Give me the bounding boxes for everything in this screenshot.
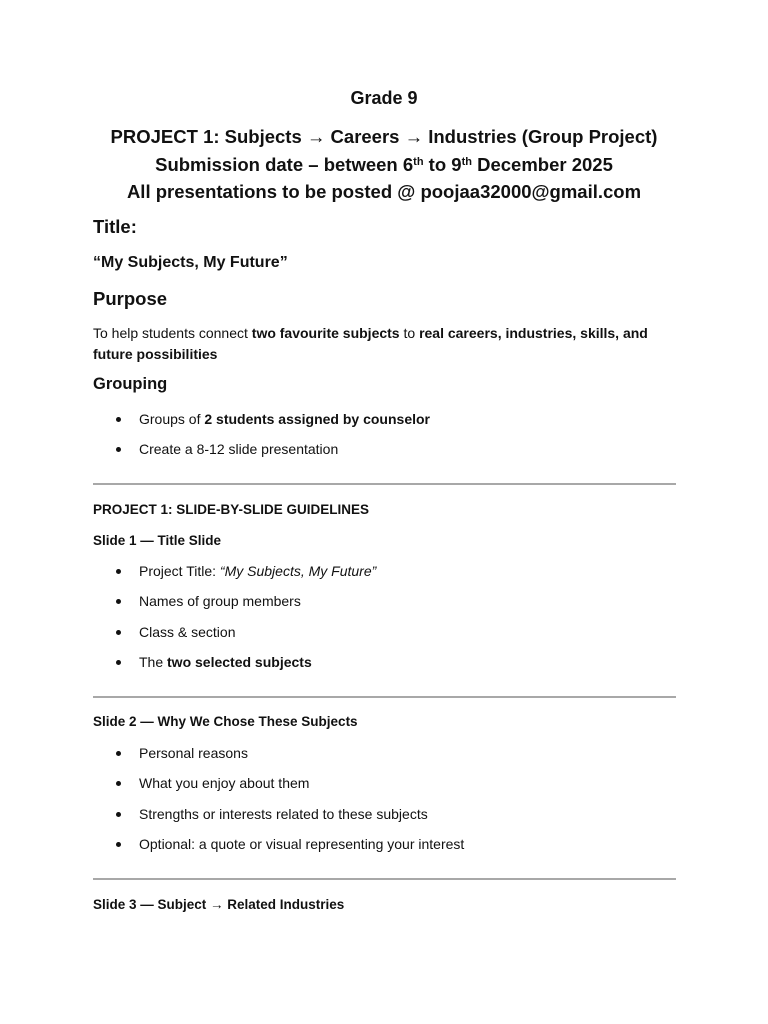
slide2-heading: Slide 2 — Why We Chose These Subjects	[93, 714, 358, 729]
bullet-icon	[116, 599, 121, 604]
bullet-icon	[116, 447, 121, 452]
slide1-heading: Slide 1 — Title Slide	[93, 533, 222, 548]
slide2-list	[93, 744, 673, 866]
purpose-text: To help students connect two favourite subjects to real careers, industries, skills, and future possibilities	[93, 325, 648, 362]
grouping-heading: Grouping	[93, 375, 168, 393]
title-label: Title:	[93, 216, 137, 237]
bullet-icon	[116, 781, 121, 786]
slide3-heading: Slide 3 — Subject → Related Industries	[93, 897, 345, 912]
list-item: The two selected subjects	[93, 653, 673, 683]
divider	[93, 878, 676, 880]
divider	[93, 696, 676, 698]
bullet-icon	[116, 660, 121, 665]
list-item: Groups of 2 students assigned by counselor	[93, 410, 673, 440]
bullet-icon	[116, 630, 121, 635]
grouping-list	[93, 410, 673, 471]
list-item: Optional: a quote or visual representing your interest	[93, 835, 673, 865]
grade-heading: Grade 9	[350, 88, 418, 108]
bullet-icon	[116, 569, 121, 574]
list-item: Project Title: “My Subjects, My Future”	[93, 562, 673, 592]
slide1-list	[93, 562, 673, 684]
bullet-icon	[116, 751, 121, 756]
bullet-icon	[116, 417, 121, 422]
list-item: What you enjoy about them	[93, 774, 673, 804]
guidelines-heading: PROJECT 1: SLIDE-BY-SLIDE GUIDELINES	[93, 502, 370, 517]
purpose-heading: Purpose	[93, 288, 168, 309]
list-item: Names of group members	[93, 592, 673, 622]
submission-date-line: Submission date – between 6th to 9th December 2025	[155, 153, 613, 175]
divider	[93, 483, 676, 485]
bullet-icon	[116, 812, 121, 817]
posting-line: All presentations to be posted @ poojaa32000@gmail.com	[126, 181, 642, 202]
title-value: “My Subjects, My Future”	[93, 254, 288, 271]
project-header	[0, 123, 768, 206]
list-item: Create a 8-12 slide presentation	[93, 440, 673, 470]
list-item: Class & section	[93, 623, 673, 653]
project-title-line: PROJECT 1: Subjects → Careers → Industries (Group Project)	[110, 126, 658, 147]
list-item: Personal reasons	[93, 744, 673, 774]
list-item: Strengths or interests related to these subjects	[93, 805, 673, 835]
bullet-icon	[116, 842, 121, 847]
